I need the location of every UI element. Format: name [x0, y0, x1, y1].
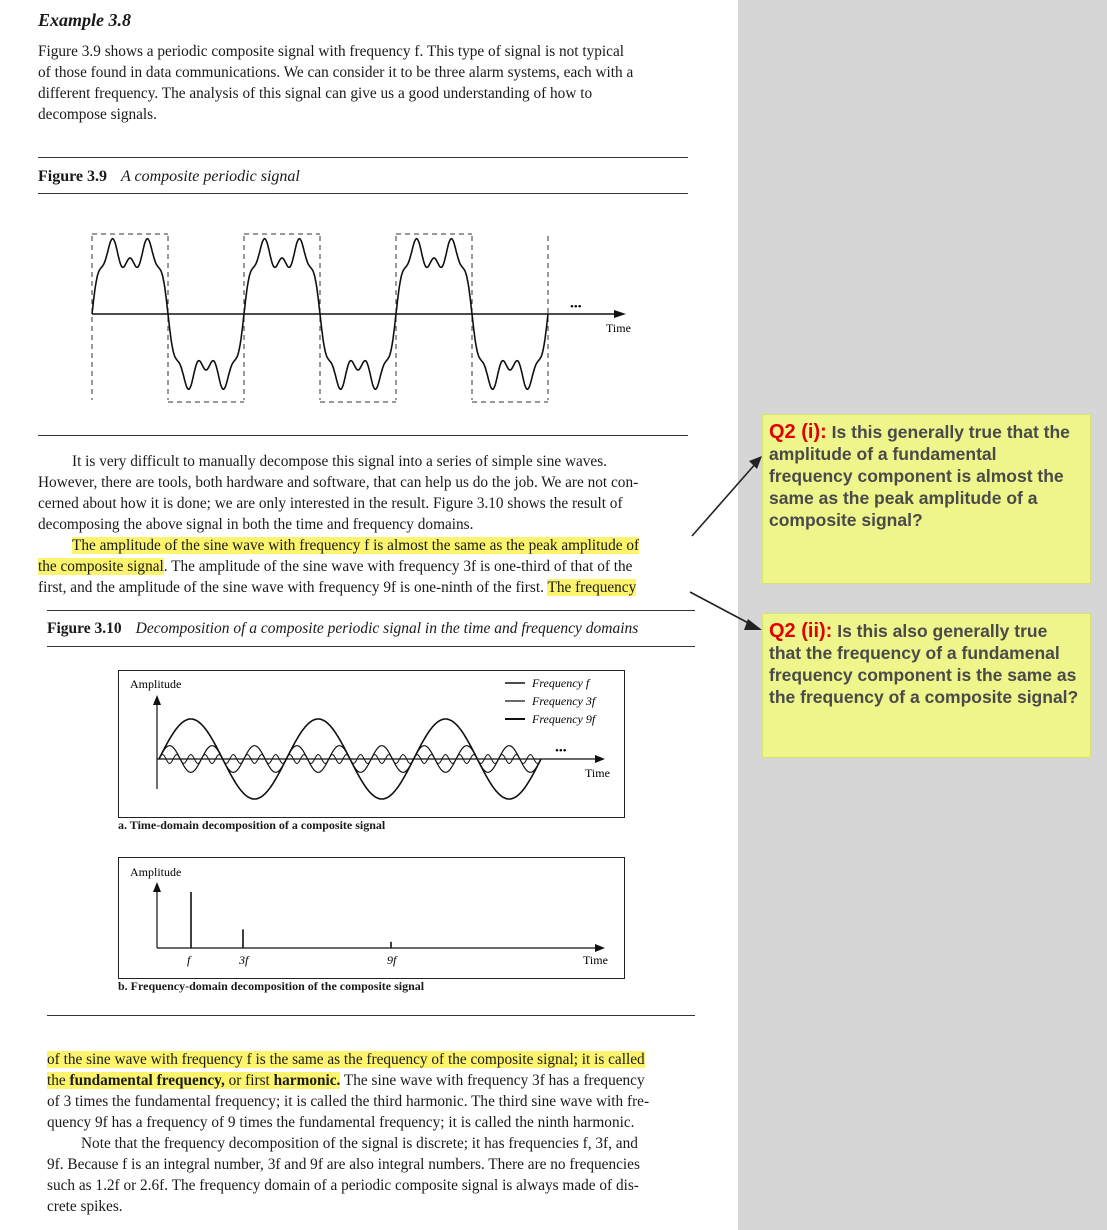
term-fundamental-frequency: fundamental frequency, — [69, 1072, 225, 1089]
question-tag-1: Q2 (i): — [769, 421, 827, 443]
body-line: However, there are tools, both hardware and software, that can help us do the job. We are not con- — [38, 474, 639, 491]
example-title: Example 3.8 — [38, 10, 131, 30]
highlight-frequency-continued: of the sine wave with frequency f is the same as the frequency of the composite signal; it is called — [47, 1051, 645, 1068]
question-text-2: Is this also generally true that the frequency of a fundamenal frequency component is the same as the frequency of a composite signal? — [769, 621, 1079, 707]
figure310-caption-text: Decomposition of a composite periodic signal in the time and frequency domains — [135, 620, 639, 637]
body-line: decomposing the above signal in both the time and frequency domains. — [38, 516, 474, 533]
intro-line: decompose signals. — [38, 106, 157, 123]
body-text: . The amplitude of the sine wave with frequency 3f is one-third of that of the — [163, 558, 633, 575]
time-domain-chart — [119, 671, 624, 817]
figure310-label: Figure 3.10 — [47, 620, 122, 637]
intro-line: Figure 3.9 shows a periodic composite signal with frequency f. This type of signal is not typical — [38, 43, 624, 60]
figure39-top-rule — [38, 157, 688, 158]
highlighted-line — [38, 535, 688, 556]
question-note-1 — [762, 414, 1091, 584]
highlighted-line — [47, 1049, 695, 1070]
body-line: 9f. Because f is an integral number, 3f and 9f are also integral numbers. There are no frequencies — [47, 1156, 640, 1173]
body-line: quency 9f has a frequency of 9 times the fundamental frequency; it is called the ninth harmonic. — [47, 1114, 635, 1131]
legend-entry-9f: Frequency 9f — [532, 712, 596, 726]
figure310-bottom-rule — [47, 1015, 695, 1016]
frequency-domain-chart — [119, 858, 624, 978]
legend-entry-f: Frequency f — [532, 676, 590, 690]
body-line: such as 1.2f or 2.6f. The frequency domain of a periodic composite signal is always made of dis- — [47, 1177, 639, 1194]
legend-entry-3f: Frequency 3f — [532, 694, 596, 708]
highlight-frequency: The frequency — [547, 579, 637, 596]
frequency-domain-subcaption: b. Frequency-domain decomposition of the composite signal — [118, 979, 425, 993]
body-line: cerned about how it is done; we are only interested in the result. Figure 3.10 shows the result of — [38, 495, 623, 512]
body-line — [38, 556, 688, 577]
frequency-domain-amplitude-label: Amplitude — [130, 865, 182, 879]
intro-line: different frequency. The analysis of this signal can give us a good understanding of how to — [38, 85, 593, 102]
intro-line: of those found in data communications. We can consider it to be three alarm systems, each with a — [38, 64, 634, 81]
figure310-top-rule — [47, 610, 695, 611]
tick-label-f: f — [187, 953, 191, 967]
body-line — [38, 577, 688, 598]
body-text: first, and the amplitude of the sine wave with frequency 9f is one-ninth of the first. — [38, 579, 548, 596]
question-text-1: Is this generally true that the amplitude of a fundamental frequency component is almost the same as the peak amplitude of a composite signal? — [769, 422, 1070, 530]
time-domain-panel — [118, 670, 625, 818]
body-line — [47, 1070, 695, 1091]
figure39-caption-text: A composite periodic signal — [121, 168, 300, 185]
figure310-caption — [47, 620, 638, 638]
body-line: crete spikes. — [47, 1198, 123, 1215]
body-text: or first — [224, 1072, 274, 1089]
body-line: Note that the frequency decomposition of the signal is discrete; it has frequencies f, 3f, and — [81, 1135, 638, 1152]
time-domain-time-label: Time — [585, 766, 610, 780]
body-text: The sine wave with frequency 3f has a frequency — [340, 1072, 645, 1089]
tick-label-3f: 3f — [239, 953, 249, 967]
intro-paragraph — [38, 41, 688, 125]
figure39-caption — [38, 168, 300, 186]
question-tag-2: Q2 (ii): — [769, 620, 833, 642]
body-paragraph-1 — [38, 451, 688, 598]
term-harmonic: harmonic. — [273, 1072, 341, 1089]
time-domain-dots: ••• — [555, 745, 567, 757]
frequency-domain-y-arrow — [153, 882, 161, 892]
figure39-caption-rule — [38, 193, 688, 194]
highlight-fundamental — [47, 1072, 340, 1089]
body-paragraph-2 — [47, 1049, 695, 1217]
time-axis-arrow — [614, 310, 626, 318]
frequency-domain-panel — [118, 857, 625, 979]
figure310-caption-rule — [47, 646, 695, 647]
body-line: It is very difficult to manually decompose this signal into a series of simple sine waves. — [72, 453, 608, 470]
time-domain-y-arrow — [153, 695, 161, 705]
body-line: of 3 times the fundamental frequency; it is called the third harmonic. The third sine wave with fre- — [47, 1093, 650, 1110]
highlight-amplitude-1: The amplitude of the sine wave with frequency f is almost the same as the peak amplitude of — [72, 537, 640, 554]
time-domain-amplitude-label: Amplitude — [130, 677, 182, 691]
figure39-dots: ••• — [570, 301, 582, 313]
composite-signal-figure — [80, 210, 650, 420]
tick-label-9f: 9f — [387, 953, 397, 967]
frequency-domain-time-label: Time — [583, 953, 608, 967]
time-domain-subcaption: a. Time-domain decomposition of a composite signal — [118, 818, 386, 832]
frequency-domain-x-arrow — [595, 944, 605, 952]
figure39-time-label: Time — [606, 321, 631, 335]
time-domain-x-arrow — [595, 755, 605, 763]
body-text: the — [47, 1072, 70, 1089]
highlight-amplitude-2: the composite signal — [38, 558, 164, 575]
question-note-2 — [762, 613, 1091, 758]
frequency-spikes — [187, 892, 398, 967]
figure39-bottom-rule — [38, 435, 688, 436]
figure39-label: Figure 3.9 — [38, 168, 108, 185]
